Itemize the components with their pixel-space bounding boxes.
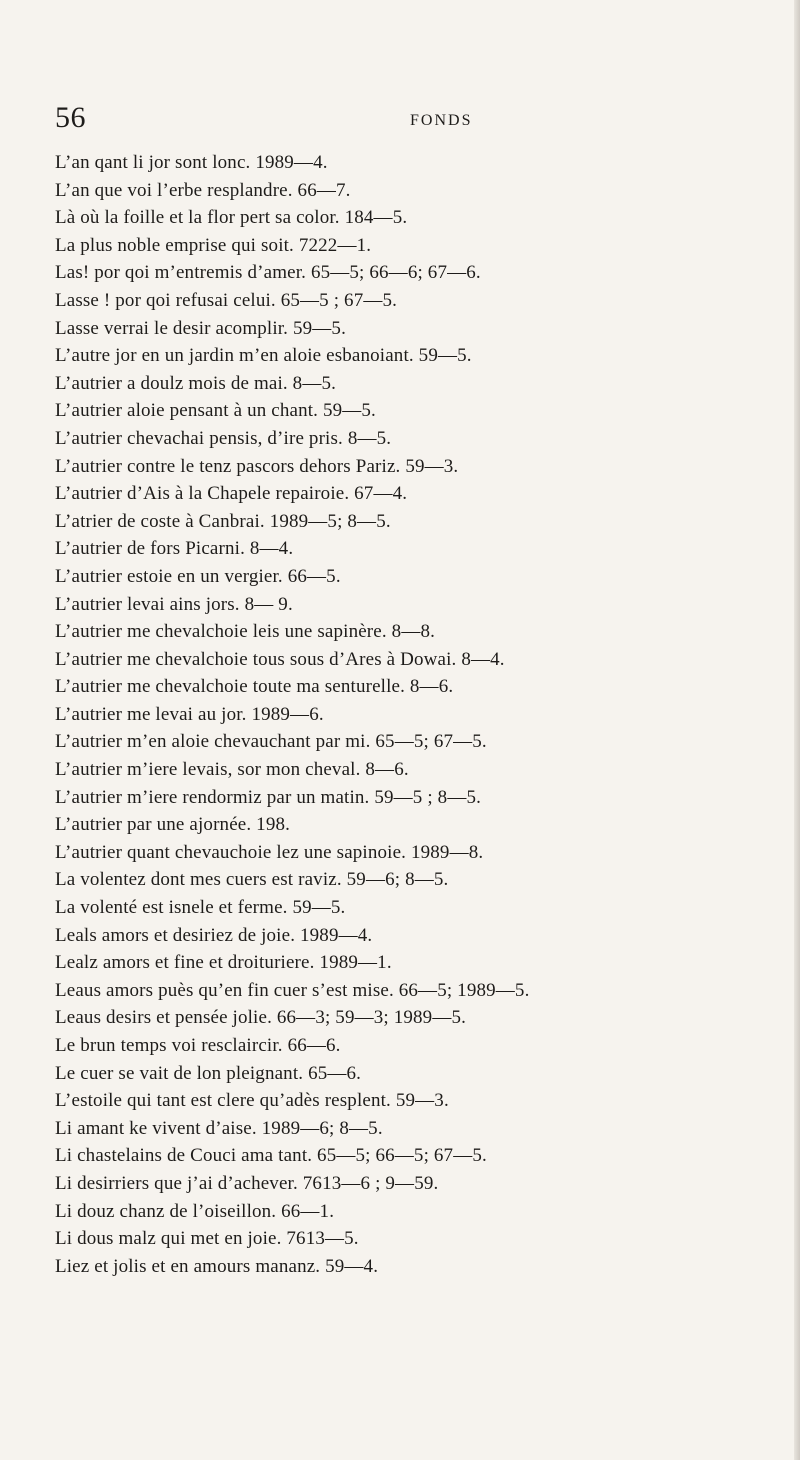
index-entry: Lasse verrai le desir acomplir. 59—5. <box>55 317 346 339</box>
index-entry: Li douz chanz de l’oiseillon. 66—1. <box>55 1200 335 1222</box>
index-entry: L’autrier par une ajornée. 198. <box>55 814 291 836</box>
index-entry: Li chastelains de Couci ama tant. 65—5; 66—5; 67—5. <box>55 1145 487 1167</box>
index-entry: Leals amors et desiriez de joie. 1989—4. <box>55 924 373 946</box>
index-entry: Lasse ! por qoi refusai celui. 65—5 ; 67—5. <box>55 289 398 311</box>
index-entry: L’autrier estoie en un vergier. 66—5. <box>55 565 341 587</box>
index-entry: Li amant ke vivent d’aise. 1989—6; 8—5. <box>55 1117 383 1139</box>
index-entry: L’autrier quant chevauchoie lez une sapinoie. 1989—8. <box>55 841 484 863</box>
index-entry: Le cuer se vait de lon pleignant. 65—6. <box>55 1062 362 1084</box>
index-entry: L’autrier me chevalchoie tous sous d’Ares à Dowai. 8—4. <box>55 648 505 670</box>
index-entry: Le brun temps voi resclaircir. 66—6. <box>55 1035 341 1056</box>
index-entry: L’an qant li jor sont lonc. 1989—4. <box>55 152 328 173</box>
index-entry: L’autrier de fors Picarni. 8—4. <box>55 538 294 560</box>
index-entry: L’autrier m’iere rendormiz par un matin. 59—5 ; 8—5. <box>55 786 482 808</box>
index-entry: Leaus desirs et pensée jolie. 66—3; 59—3; 1989—5. <box>55 1007 467 1029</box>
page-number: 56 <box>55 101 86 134</box>
index-entry: L’autrier m’en aloie chevauchant par mi. 65—5; 67—5. <box>55 731 487 753</box>
index-entry: L’autrier me chevalchoie leis une sapinère. 8—8. <box>55 621 436 643</box>
index-entry: L’autrier m’iere levais, sor mon cheval. 8—6. <box>55 759 409 781</box>
index-entry: Las! por qoi m’entremis d’amer. 65—5; 66—6; 67—6. <box>55 262 481 284</box>
index-entry: L’autrier levai ains jors. 8— 9. <box>55 593 293 615</box>
index-entry: L’autrier me levai au jor. 1989—6. <box>55 703 324 725</box>
index-entry: L’autrier contre le tenz pascors dehors Pariz. 59—3. <box>55 455 459 477</box>
index-entry: L’an que voi l’erbe resplandre. 66—7. <box>55 179 351 201</box>
song-index-list <box>55 149 795 1280</box>
index-entry: La plus noble emprise qui soit. 7222—1. <box>55 234 372 256</box>
index-entry: L’autrier chevachai pensis, d’ire pris. 8—5. <box>55 427 392 449</box>
index-entry: Leaus amors puès qu’en fin cuer s’est mise. 66—5; 1989—5. <box>55 979 530 1001</box>
index-entry: L’autre jor en un jardin m’en aloie esbanoiant. 59—5. <box>55 345 472 367</box>
page-header <box>55 100 755 140</box>
running-head: FONDS <box>410 112 473 129</box>
index-entry: Li dous malz qui met en joie. 7613—5. <box>55 1228 359 1250</box>
index-entry: L’autrier aloie pensant à un chant. 59—5. <box>55 400 376 422</box>
index-entry: L’estoile qui tant est clere qu’adès resplent. 59—3. <box>55 1090 449 1112</box>
index-entry: La volenté est isnele et ferme. 59—5. <box>55 897 346 919</box>
index-entry: La volentez dont mes cuers est raviz. 59—6; 8—5. <box>55 869 449 891</box>
index-entry: L’autrier a doulz mois de mai. 8—5. <box>55 372 337 394</box>
index-entry: L’autrier d’Ais à la Chapele repairoie. 67—4. <box>55 483 408 505</box>
index-entry: Lealz amors et fine et droituriere. 1989—1. <box>55 952 392 974</box>
index-entry: Li desirriers que j’ai d’achever. 7613—6 ; 9—59. <box>55 1172 439 1194</box>
index-entry: Liez et jolis et en amours mananz. 59—4. <box>55 1255 379 1277</box>
index-entry: L’atrier de coste à Canbrai. 1989—5; 8—5. <box>55 510 391 532</box>
index-entry: L’autrier me chevalchoie toute ma senturelle. 8—6. <box>55 676 454 698</box>
index-entry: Là où la foille et la flor pert sa color. 184—5. <box>55 207 408 229</box>
